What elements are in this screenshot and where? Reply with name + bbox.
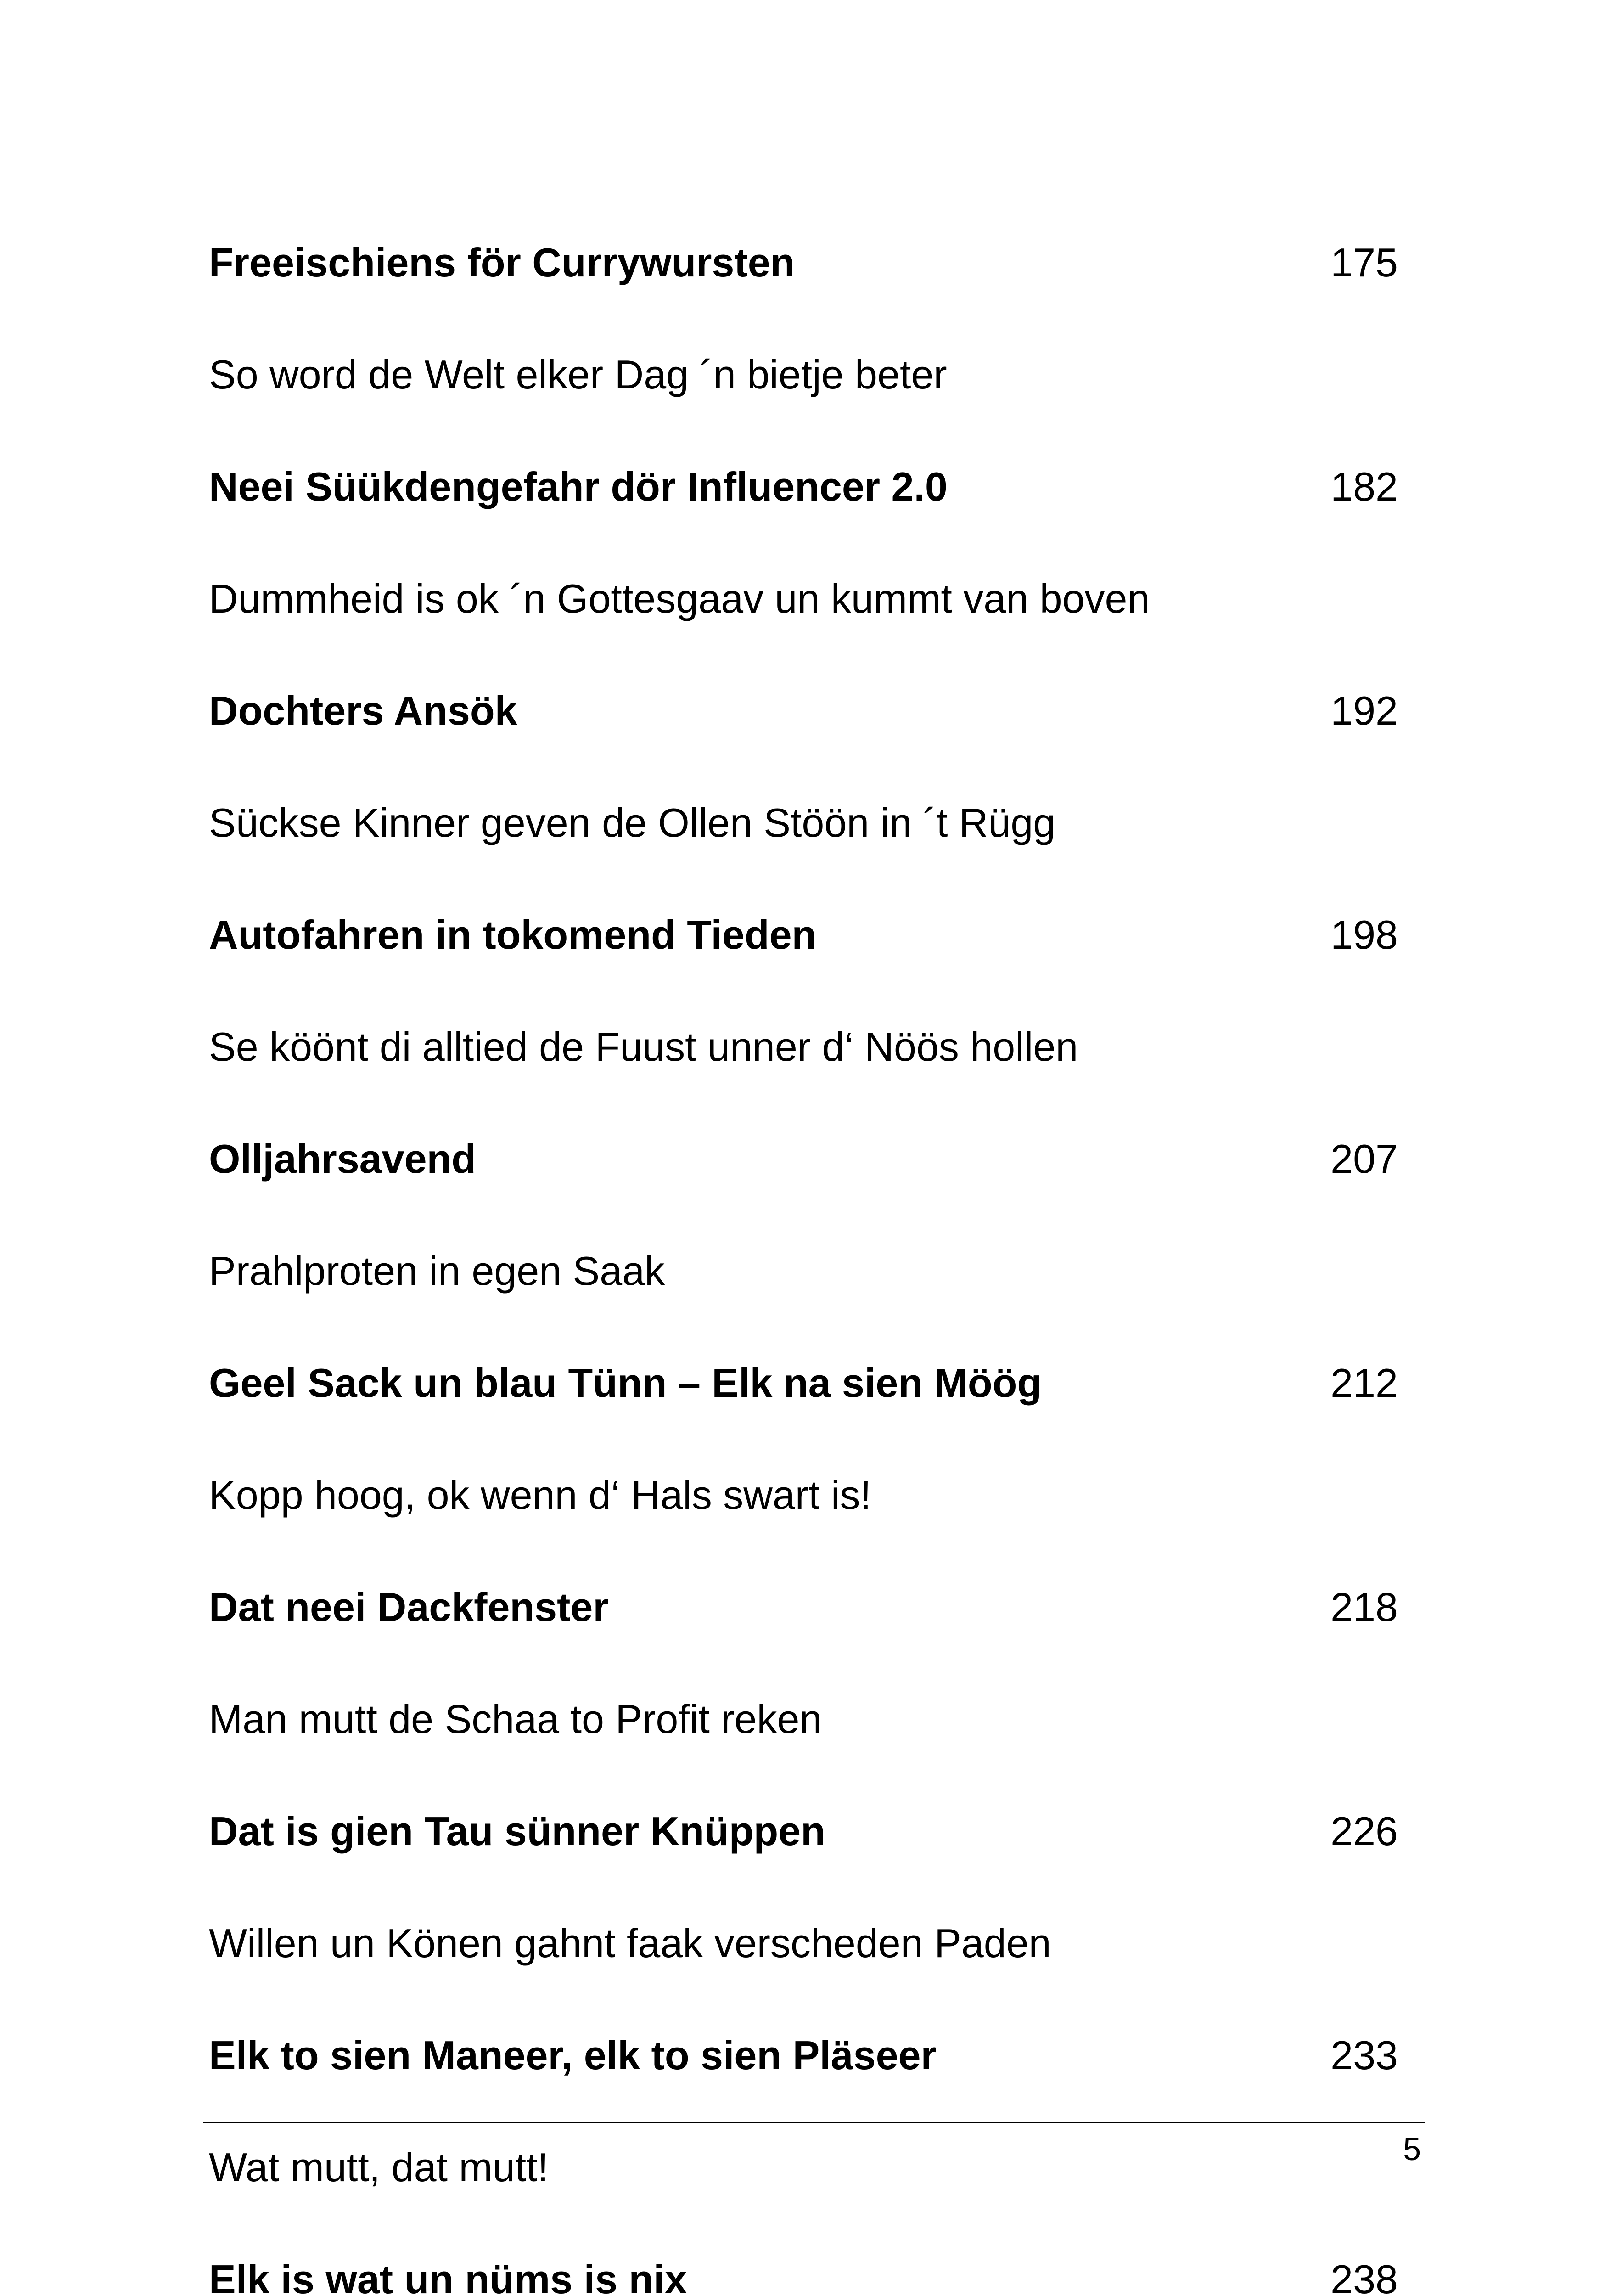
toc-entry-subtitle: Man mutt de Schaa to Profit reken xyxy=(209,1696,822,1742)
toc-entry-subtitle: Se köönt di alltied de Fuust unner d‘ Nöös hollen xyxy=(209,1024,1078,1069)
toc-entry[interactable] xyxy=(209,431,1398,655)
toc-entry-title: Geel Sack un blau Tünn – Elk na sien Möög xyxy=(209,1360,1042,1406)
toc-entry-page-number: 175 xyxy=(1330,240,1398,285)
toc-entry-subtitle: So word de Welt elker Dag ´n bietje beter xyxy=(209,352,947,397)
footer-divider xyxy=(203,2122,1425,2123)
toc-entry[interactable] xyxy=(209,1103,1398,1327)
toc-entry[interactable] xyxy=(209,1327,1398,1551)
toc-entry-header xyxy=(209,655,1398,767)
toc-entry-page-number: 207 xyxy=(1330,1136,1398,1182)
table-of-contents xyxy=(209,207,1398,2296)
toc-entry[interactable] xyxy=(209,879,1398,1103)
toc-entry-title: Dat neei Dackfenster xyxy=(209,1584,609,1630)
toc-entry-page-number: 218 xyxy=(1330,1584,1398,1630)
toc-entry-title: Autofahren in tokomend Tieden xyxy=(209,912,817,957)
toc-entry-subtitle: Prahlproten in egen Saak xyxy=(209,1248,665,1294)
toc-entry-title: Olljahrsavend xyxy=(209,1136,477,1182)
toc-entry-subtitle: Willen un Könen gahnt faak verscheden Paden xyxy=(209,1920,1051,1966)
toc-entry-header xyxy=(209,207,1398,319)
toc-entry-header xyxy=(209,1999,1398,2111)
toc-entry-title: Dat is gien Tau sünner Knüppen xyxy=(209,1808,825,1854)
toc-entry[interactable] xyxy=(209,2223,1398,2296)
toc-entry-subtitle: Sückse Kinner geven de Ollen Stöön in ´t Rügg xyxy=(209,800,1056,845)
toc-entry-header xyxy=(209,879,1398,991)
toc-entry-subtitle: Kopp hoog, ok wenn d‘ Hals swart is! xyxy=(209,1472,871,1518)
toc-entry-title: Neei Süükdengefahr dör Influencer 2.0 xyxy=(209,464,948,509)
toc-entry-header xyxy=(209,1327,1398,1439)
toc-entry-title: Freeischiens för Currywursten xyxy=(209,240,795,285)
toc-entry-header xyxy=(209,1551,1398,1663)
toc-entry-page-number: 198 xyxy=(1330,912,1398,957)
toc-entry-subtitle: Dummheid is ok ´n Gottesgaav un kummt van boven xyxy=(209,576,1150,621)
toc-entry-page-number: 226 xyxy=(1330,1808,1398,1854)
toc-entry-header xyxy=(209,2223,1398,2296)
toc-entry-header xyxy=(209,431,1398,543)
toc-entry-title: Elk to sien Maneer, elk to sien Pläseer xyxy=(209,2032,937,2078)
toc-entry[interactable] xyxy=(209,1999,1398,2223)
footer-page-number: 5 xyxy=(1403,2131,1421,2167)
toc-entry-page-number: 238 xyxy=(1330,2257,1398,2296)
toc-entry[interactable] xyxy=(209,655,1398,879)
toc-entry-page-number: 212 xyxy=(1330,1360,1398,1406)
toc-entry[interactable] xyxy=(209,1775,1398,1999)
toc-entry-page-number: 182 xyxy=(1330,464,1398,509)
toc-entry-subtitle: Wat mutt, dat mutt! xyxy=(209,2144,549,2190)
toc-entry[interactable] xyxy=(209,1551,1398,1775)
toc-entry-title: Elk is wat un nüms is nix xyxy=(209,2257,687,2296)
toc-entry-header xyxy=(209,1775,1398,1887)
toc-entry-header xyxy=(209,1103,1398,1215)
toc-entry-title: Dochters Ansök xyxy=(209,688,517,733)
toc-entry[interactable] xyxy=(209,207,1398,431)
toc-entry-page-number: 233 xyxy=(1330,2032,1398,2078)
toc-entry-page-number: 192 xyxy=(1330,688,1398,733)
